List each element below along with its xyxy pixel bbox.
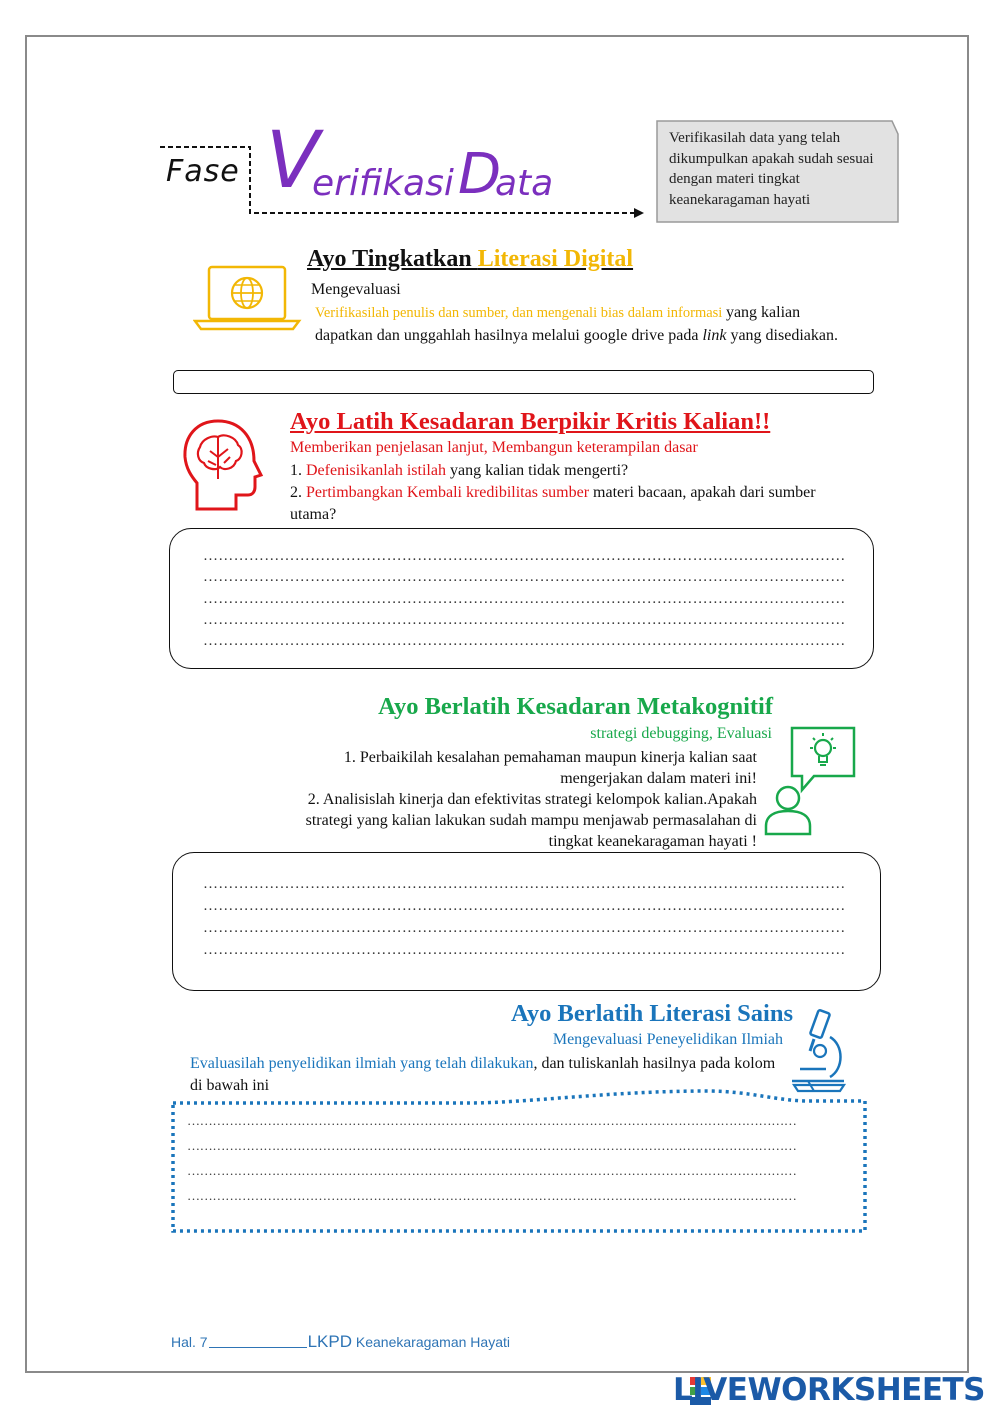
metakognitif-question-2a: 2. Analisislah kinerja dan efektivitas strategi kelompok kalian.Apakah: [307, 791, 757, 808]
title-letter-d: D: [458, 142, 502, 207]
berpikir-kritis-subtitle: Memberikan penjelasan lanjut, Membangun keterampilan dasar: [290, 439, 698, 456]
berpikir-kritis-question-1: 1. Defenisikanlah istilah yang kalian tidak mengerti?: [290, 462, 629, 479]
answer-line: ………………………………………………………………………………………………………………: [203, 569, 846, 585]
title-erifikasi: erifikasi: [312, 163, 454, 204]
answer-line: ………………………………………………………………………………………………………………: [203, 942, 846, 958]
answer-line: ………………………………………………………………………………………………………………………………: [187, 1163, 797, 1178]
liveworksheets-watermark: LIVEWORKSHEETS: [673, 1372, 985, 1408]
person-idea-icon: [762, 726, 858, 838]
link-answer-box[interactable]: [173, 370, 874, 394]
answer-line: ………………………………………………………………………………………………………………………………: [187, 1113, 797, 1128]
answer-line: ………………………………………………………………………………………………………………: [203, 898, 846, 914]
page-number: Hal. 7: [171, 1334, 208, 1350]
berpikir-kritis-title: Ayo Latih Kesadaran Berpikir Kritis Kalian!!: [290, 408, 771, 435]
footer-rule: [209, 1347, 307, 1348]
fase-label: Fase: [166, 154, 240, 189]
answer-line: ………………………………………………………………………………………………………………: [203, 548, 846, 564]
title-letter-v: V: [266, 116, 320, 206]
literasi-sains-subtitle: Mengevaluasi Peneyelidikan Ilmiah: [552, 1031, 783, 1048]
brain-head-icon: [180, 417, 264, 513]
page-footer: [171, 1332, 510, 1352]
metakognitif-title: Ayo Berlatih Kesadaran Metakognitif: [378, 693, 773, 720]
answer-line: ………………………………………………………………………………………………………………………………: [187, 1138, 797, 1153]
berpikir-kritis-question-2: 2. Pertimbangkan Kembali kredibilitas sumber materi bacaan, apakah dari sumber utama?: [290, 484, 816, 523]
answer-line: ………………………………………………………………………………………………………………………………: [187, 1188, 797, 1203]
footer-subject: Keanekaragaman Hayati: [352, 1334, 510, 1350]
laptop-globe-icon: [193, 263, 303, 335]
literasi-digital-title: Ayo Tingkatkan Literasi Digital: [307, 246, 634, 272]
answer-line: ………………………………………………………………………………………………………………: [203, 920, 846, 936]
answer-line: ………………………………………………………………………………………………………………: [203, 633, 846, 649]
metakognitif-question-1b: mengerjakan dalam materi ini!: [560, 770, 757, 787]
metakognitif-question-1a: 1. Perbaikilah kesalahan pemahaman maupun kinerja kalian saat: [343, 749, 757, 766]
literasi-sains-title: Ayo Berlatih Literasi Sains: [511, 1000, 793, 1027]
metakognitif-question-2b: strategi yang kalian lakukan sudah mampu menjawab permasalahan di: [305, 812, 757, 829]
answer-line: ………………………………………………………………………………………………………………: [203, 876, 846, 892]
literasi-digital-subtitle: Mengevaluasi: [311, 281, 401, 298]
literasi-digital-instructions: Verifikasilah penulis dan sumber, dan mengenali bias dalam informasi yang kalian dapatkan dan unggahlah hasilnya melalui google drive pada link yang disediakan.: [315, 304, 838, 344]
metakognitif-question-2c: tingkat keanekaragaman hayati !: [548, 833, 757, 850]
microscope-icon: [786, 1007, 850, 1095]
answer-line: ………………………………………………………………………………………………………………: [203, 591, 846, 607]
title-ata: ata: [495, 163, 554, 204]
literasi-sains-instructions: Evaluasilah penyelidikan ilmiah yang telah dilakukan, dan tuliskanlah hasilnya pada kolom di bawah ini: [190, 1055, 776, 1094]
note-text: Verifikasilah data yang telah dikumpulkan apakah sudah sesuai dengan materi tingkat keanekaragaman hayati: [669, 130, 874, 208]
answer-line: ………………………………………………………………………………………………………………: [203, 612, 846, 628]
metakognitif-subtitle: strategi debugging, Evaluasi: [590, 725, 772, 742]
footer-lkpd: LKPD: [307, 1332, 352, 1351]
